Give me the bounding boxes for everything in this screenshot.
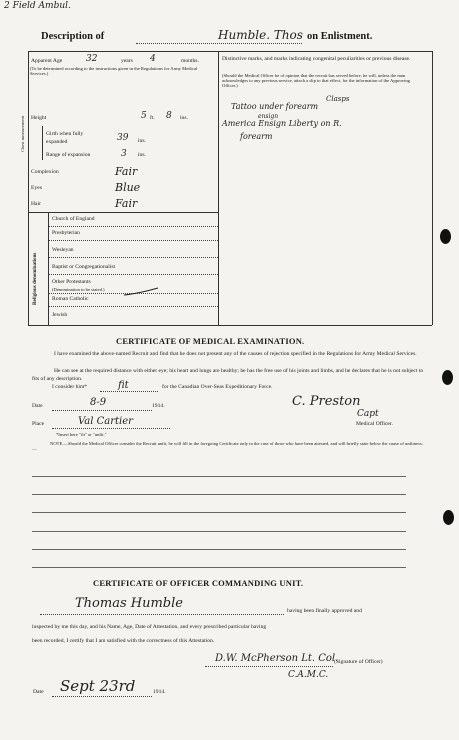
religion-divider: [48, 212, 49, 325]
unfit-line-6: [32, 567, 406, 568]
medical-para-1: I have examined the above-named Recruit and find that he does not present any of the causes of rejection specified in the Regulations for Army Medical Services.: [54, 351, 417, 357]
box-left-line: [28, 51, 29, 325]
eyes-label: Eyes: [31, 185, 42, 191]
officer-name-line: [40, 614, 284, 615]
chest-label: Chest measurement: [20, 115, 25, 152]
inches-label: ins.: [180, 115, 188, 121]
medical-officer-label: Medical Officer.: [356, 421, 393, 427]
girth-label: Girth when fully expanded: [46, 131, 84, 145]
corner-note: 2 Field Ambul.: [4, 1, 71, 11]
religion-rule: [49, 257, 218, 258]
unfit-line-3: [32, 512, 406, 513]
marks-note: (Should the Medical Officer be of opinion that the recruit has served before, he will, unless the man acknowledges to any previous service, attach a slip to that effect, for the information of the Approving Officer.): [222, 73, 410, 88]
girth-value: 39: [117, 133, 129, 143]
height-feet: 5: [141, 111, 147, 121]
officer-signature: D.W. McPherson Lt. Col.: [215, 653, 339, 664]
religion-presbyterian: Presbyterian: [52, 230, 80, 236]
range-ins: ins.: [138, 152, 146, 158]
officer-date-value: Sept 23rd: [60, 677, 136, 695]
medical-place-value: Val Cartier: [78, 416, 133, 427]
medical-rank: Capt: [357, 409, 379, 419]
punch-hole-middle: [442, 370, 453, 385]
medical-date-line: [52, 410, 152, 411]
consider-prefix: I consider him*: [52, 384, 88, 390]
officer-title: CERTIFICATE OF OFFICER COMMANDING UNIT.: [93, 578, 304, 588]
religion-wesleyan: Wesleyan: [52, 247, 74, 253]
months-label: months.: [181, 58, 199, 64]
officer-date-label: Date: [33, 689, 44, 695]
medical-para-2: He can see at the required distance with either eye; his heart and lungs are healthy; he has the free use of his joints and limbs, and he declares that he is not subject to fits of any description.: [32, 368, 424, 382]
description-prefix: Description of: [41, 31, 105, 42]
officer-signature-label: (Signature of Officer): [334, 659, 383, 665]
officer-line-3: been recorded, I certify that I am satisfied with the correctness of this Attestation.: [32, 638, 215, 644]
religion-rule: [49, 240, 218, 241]
range-label: Range of expansion: [46, 152, 91, 158]
age-label: Apparent Age: [31, 58, 63, 64]
consider-line: [100, 391, 158, 392]
medical-footnote: *Insert here "fit" or "unfit.": [56, 432, 107, 437]
description-suffix: on Enlistment.: [307, 31, 373, 42]
age-months: 4: [150, 54, 156, 64]
medical-date-label: Date: [32, 403, 43, 409]
officer-cert-name: Thomas Humble: [75, 596, 183, 611]
punch-hole-bottom: [443, 510, 454, 525]
years-label: years: [121, 58, 133, 64]
officer-signature-line: [205, 666, 333, 667]
marks-title: Distinctive marks, and marks indicating congenital peculiarities or previous disease.: [222, 56, 411, 62]
religion-roman-catholic: Roman Catholic: [52, 296, 89, 302]
tattoo-extra-b: ensign: [258, 113, 279, 120]
religion-denomination-note: (Denomination to be stated.): [52, 287, 105, 292]
unfit-line-1: [32, 476, 406, 477]
religion-rule: [49, 226, 218, 227]
religion-rule: [49, 274, 218, 275]
medical-place-label: Place: [32, 421, 45, 427]
height-label: Height: [31, 115, 47, 121]
chest-bracket: [42, 126, 43, 160]
recruit-name: Humble. Thos: [218, 28, 303, 42]
religion-jewish: Jewish: [52, 312, 68, 318]
hair-label: Hair: [31, 201, 41, 207]
box-middle-line: [218, 51, 219, 325]
unfit-line-2: [32, 494, 406, 495]
girth-ins: ins.: [138, 138, 146, 144]
medical-year: 1914.: [152, 403, 165, 409]
tattoo-line-2: America Ensign Liberty on R.: [222, 119, 342, 128]
unfit-line-4: [32, 531, 406, 532]
hair-value: Fair: [115, 197, 138, 210]
officer-line-2: inspected by me this day, and his Name, Age, Date of Attestation, and every prescribed particular having: [32, 624, 267, 630]
consider-value: fit: [118, 380, 129, 391]
officer-year: 1914.: [153, 689, 166, 695]
officer-unit: C.A.M.C.: [288, 670, 329, 680]
eyes-value: Blue: [115, 181, 141, 194]
officer-date-line: [52, 696, 152, 697]
medical-date-value: 8-9: [90, 397, 107, 408]
medical-title: CERTIFICATE OF MEDICAL EXAMINATION.: [116, 336, 305, 346]
medical-signature: C. Preston: [292, 394, 361, 409]
tattoo-line-1: Tattoo under forearm: [231, 102, 319, 111]
officer-line-1-suffix: having been finally approved and: [287, 608, 362, 614]
box-bottom-line: [28, 325, 432, 326]
medical-note: NOTE.—Should the Medical Officer consider the Recruit unfit, he will fill in the foregoing Certificate only in the case of those who have been attested, and will briefly state below the cause of unfitness:—: [32, 441, 423, 451]
range-value: 3: [121, 149, 127, 159]
feet-label: ft.: [150, 115, 155, 121]
religion-label: Religious denominations: [33, 252, 38, 305]
religion-church-of-england: Church of England: [52, 216, 95, 222]
religion-other-protestants: Other Protestants: [52, 279, 91, 285]
name-line: [136, 43, 302, 44]
age-years: 32: [86, 54, 98, 64]
complexion-label: Complexion: [31, 169, 59, 175]
consider-suffix: for the Canadian Over-Seas Expeditionary Force.: [162, 384, 273, 390]
religion-baptist: Baptist or Congregationalist: [52, 264, 116, 270]
height-inches: 8: [166, 111, 172, 121]
religion-rule: [49, 306, 218, 307]
box-top-line: [28, 51, 432, 52]
medical-place-line: [52, 428, 170, 429]
tattoo-extra-a: Clasps: [326, 95, 350, 103]
punch-hole-top: [440, 229, 451, 244]
age-note: (To be determined according to the instructions given in the Regulations for Army Medical Services.): [30, 66, 198, 76]
complexion-value: Fair: [115, 165, 138, 178]
religion-dash-mark: [122, 286, 162, 298]
religion-top-line: [28, 212, 218, 213]
unfit-line-5: [32, 549, 406, 550]
box-right-line: [432, 51, 433, 325]
tattoo-line-3: forearm: [240, 132, 273, 141]
